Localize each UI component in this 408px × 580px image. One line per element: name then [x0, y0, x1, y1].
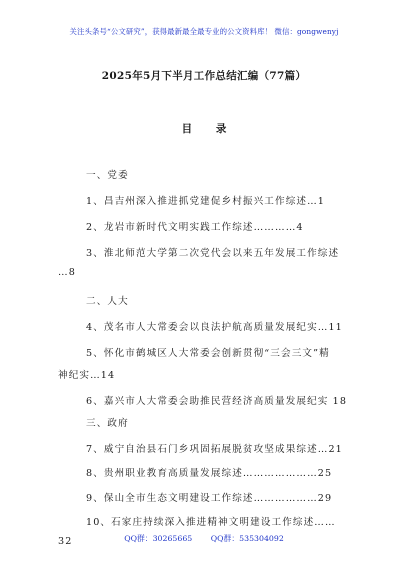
toc-item-4[interactable]: 4、茂名市人大常委会以良法护航高质量发展纪实…11 — [86, 322, 343, 333]
toc-item-5[interactable]: 5、怀化市鹤城区人大常委会创新贯彻“三会三文”精 — [86, 348, 330, 359]
toc-item-7[interactable]: 7、威宁自治县石门乡巩固拓展脱贫攻坚成果综述…21 — [86, 444, 343, 455]
toc-section-party: 一、党委 — [86, 170, 129, 181]
toc-item-2[interactable]: 2、龙岩市新时代文明实践工作综述…………4 — [86, 222, 304, 233]
toc-item-5-continuation[interactable]: 神纪实…14 — [58, 370, 116, 381]
footer-qq-group-2: QQ群：535304092 — [210, 534, 284, 543]
toc-item-3[interactable]: 3、淮北师范大学第二次党代会以来五年发展工作综述 — [86, 248, 340, 259]
toc-item-9[interactable]: 9、保山全市生态文明建设工作综述………………29 — [86, 493, 333, 504]
document-title: 2025年5月下半月工作总结汇编（77篇） — [101, 70, 307, 82]
toc-item-6[interactable]: 6、嘉兴市人大常委会助推民营经济高质量发展纪实 18 — [86, 396, 348, 407]
toc-item-1[interactable]: 1、昌吉州深入推进抓党建促乡村振兴工作综述…1 — [86, 196, 325, 207]
header-banner: 关注头条号“公文研究”，获得最新最全最专业的公文资料库！ 微信：gongwenyj — [69, 27, 339, 36]
toc-section-government: 三、政府 — [86, 418, 129, 429]
toc-item-10[interactable]: 10、石家庄持续深入推进精神文明建设工作综述…… — [86, 517, 336, 528]
toc-item-8[interactable]: 8、贵州职业教育高质量发展综述…………………25 — [86, 468, 333, 479]
toc-heading: 目 录 — [181, 123, 237, 135]
footer — [0, 533, 408, 544]
toc-item-10-continuation[interactable]: 32 — [58, 536, 73, 547]
footer-qq-group-1: QQ群：30265665 — [124, 534, 193, 543]
toc-section-npc: 二、人大 — [86, 296, 129, 307]
toc-item-3-continuation[interactable]: …8 — [58, 267, 76, 278]
